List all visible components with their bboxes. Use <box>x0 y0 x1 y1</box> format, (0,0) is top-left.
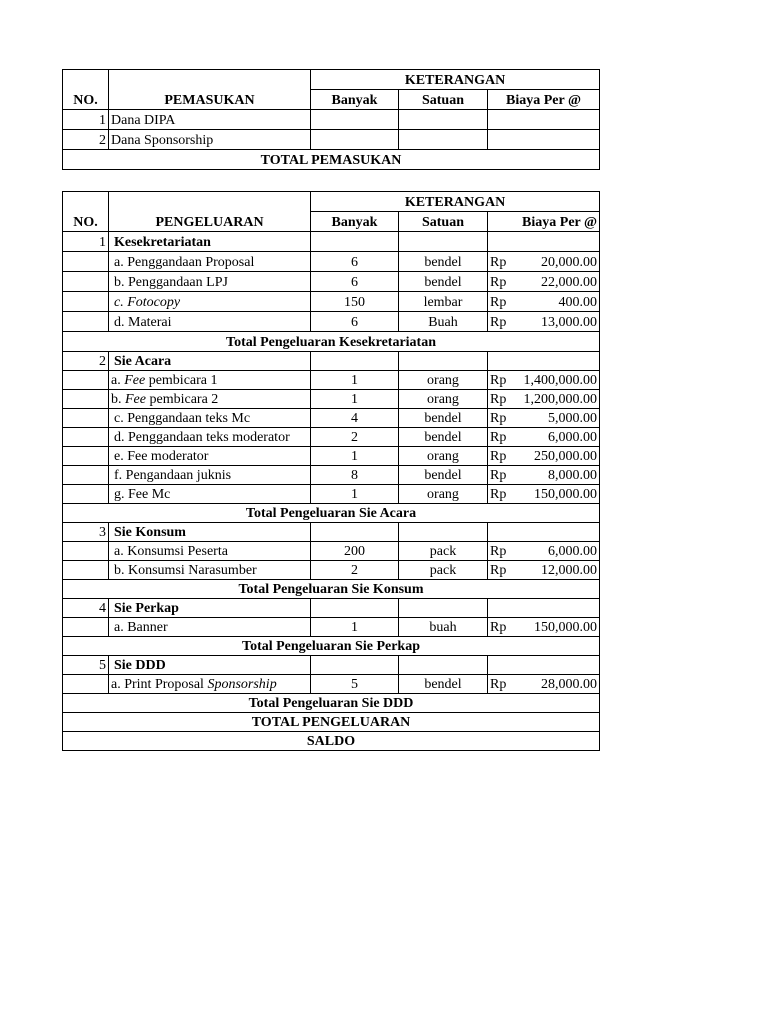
expense-item-unit: Buah <box>399 312 488 332</box>
expense-item-unit: bendel <box>399 675 488 694</box>
expense-item-row <box>63 447 600 466</box>
currency-label: Rp <box>490 620 507 635</box>
section-banyak <box>311 599 399 618</box>
expense-item-qty: 6 <box>311 272 399 292</box>
grand-total: TOTAL PENGELUARAN <box>63 713 600 732</box>
price-wrap <box>490 543 597 560</box>
expense-item-price <box>488 485 600 504</box>
expense-item-no <box>63 618 109 637</box>
section-total: Total Pengeluaran Sie Acara <box>63 504 600 523</box>
price-value: 150,000.00 <box>534 620 598 635</box>
expense-item-row <box>63 485 600 504</box>
price-value: 1,200,000.00 <box>523 392 598 407</box>
section-total-row <box>63 694 600 713</box>
expense-item-row <box>63 466 600 485</box>
section-satuan <box>399 232 488 252</box>
expense-item-no <box>63 428 109 447</box>
expense-item-price <box>488 272 600 292</box>
income-row-satuan <box>399 110 488 130</box>
section-title: Sie DDD <box>109 656 311 675</box>
expense-item-no <box>63 272 109 292</box>
currency-label: Rp <box>490 392 507 407</box>
section-biaya <box>488 656 600 675</box>
section-biaya <box>488 599 600 618</box>
price-wrap <box>490 274 597 291</box>
expense-item-price <box>488 447 600 466</box>
expense-item-unit: orang <box>399 485 488 504</box>
expense-item-label: a. Konsumsi Peserta <box>109 542 311 561</box>
expense-item-label: d. Penggandaan teks moderator <box>109 428 311 447</box>
price-wrap <box>490 448 597 465</box>
section-banyak <box>311 232 399 252</box>
section-biaya <box>488 523 600 542</box>
section-no: 4 <box>63 599 109 618</box>
section-satuan <box>399 656 488 675</box>
expense-item-unit: pack <box>399 542 488 561</box>
price-value: 250,000.00 <box>534 449 598 464</box>
label-prefix: a. <box>111 373 125 388</box>
expense-item-label: c. Penggandaan teks Mc <box>109 409 311 428</box>
expense-item-qty: 6 <box>311 252 399 272</box>
income-row-biaya <box>488 130 600 150</box>
expense-item-unit: bendel <box>399 252 488 272</box>
expense-item-no <box>63 675 109 694</box>
section-title: Sie Perkap <box>109 599 311 618</box>
currency-label: Rp <box>490 275 507 290</box>
expense-item-qty: 2 <box>311 428 399 447</box>
label-emphasis: Fee <box>124 373 146 388</box>
expense-item-qty: 8 <box>311 466 399 485</box>
expense-item-row <box>63 618 600 637</box>
expense-item-unit: orang <box>399 390 488 409</box>
currency-label: Rp <box>490 255 507 270</box>
expense-item-unit: pack <box>399 561 488 580</box>
section-header-row <box>63 232 600 252</box>
expense-item-qty: 1 <box>311 618 399 637</box>
expense-item-no <box>63 390 109 409</box>
expense-item-no <box>63 312 109 332</box>
label-prefix: b. <box>111 392 125 407</box>
label-rest: pembicara 1 <box>145 373 218 388</box>
expense-item-unit: lembar <box>399 292 488 312</box>
expense-item-row <box>63 371 600 390</box>
section-satuan <box>399 352 488 371</box>
section-title: Kesekretariatan <box>109 232 311 252</box>
income-row-no: 2 <box>63 130 109 150</box>
label-emphasis: Fee <box>125 392 146 407</box>
currency-label: Rp <box>490 449 507 464</box>
price-wrap <box>490 410 597 427</box>
expense-item-qty: 200 <box>311 542 399 561</box>
expense-item-row <box>63 428 600 447</box>
expense-col-item: PENGELUARAN <box>109 192 311 232</box>
section-total: Total Pengeluaran Kesekretariatan <box>63 332 600 352</box>
income-row <box>63 130 600 150</box>
price-wrap <box>490 314 597 331</box>
section-banyak <box>311 352 399 371</box>
section-total-row <box>63 637 600 656</box>
expense-item-label: b. Konsumsi Narasumber <box>109 561 311 580</box>
section-biaya <box>488 352 600 371</box>
expense-item-qty: 2 <box>311 561 399 580</box>
currency-label: Rp <box>490 487 507 502</box>
price-wrap <box>490 486 597 503</box>
expense-item-no <box>63 542 109 561</box>
expense-item-unit: bendel <box>399 428 488 447</box>
expense-item-price <box>488 618 600 637</box>
expense-item-label: d. Materai <box>109 312 311 332</box>
expense-col-no: NO. <box>63 192 109 232</box>
section-no: 2 <box>63 352 109 371</box>
expense-item-price <box>488 675 600 694</box>
expense-col-biaya: Biaya Per @ <box>488 212 600 232</box>
income-row-item: Dana Sponsorship <box>109 130 311 150</box>
label-rest: pembicara 2 <box>145 392 219 407</box>
expense-item-no <box>63 292 109 312</box>
expense-item-no <box>63 447 109 466</box>
currency-label: Rp <box>490 677 507 692</box>
expense-item-label <box>109 292 311 312</box>
income-total: TOTAL PEMASUKAN <box>63 150 600 170</box>
expense-item-no <box>63 371 109 390</box>
expense-item-qty: 6 <box>311 312 399 332</box>
expense-item-price <box>488 390 600 409</box>
price-value: 1,400,000.00 <box>523 373 598 388</box>
expense-item-qty: 5 <box>311 675 399 694</box>
expense-item-unit: bendel <box>399 272 488 292</box>
price-value: 22,000.00 <box>541 275 598 290</box>
expense-item-label: f. Pengandaan juknis <box>109 466 311 485</box>
expense-item-qty: 4 <box>311 409 399 428</box>
section-no: 1 <box>63 232 109 252</box>
expense-item-label: g. Fee Mc <box>109 485 311 504</box>
income-row-satuan <box>399 130 488 150</box>
expense-item-label: e. Fee moderator <box>109 447 311 466</box>
section-no: 3 <box>63 523 109 542</box>
income-row-item: Dana DIPA <box>109 110 311 130</box>
income-col-no: NO. <box>63 70 109 110</box>
expense-item-unit: buah <box>399 618 488 637</box>
saldo: SALDO <box>63 732 600 751</box>
section-total: Total Pengeluaran Sie Perkap <box>63 637 600 656</box>
section-total: Total Pengeluaran Sie DDD <box>63 694 600 713</box>
expense-item-label: a. Penggandaan Proposal <box>109 252 311 272</box>
price-value: 12,000.00 <box>541 563 598 578</box>
price-value: 20,000.00 <box>541 255 598 270</box>
grand-total-row <box>63 713 600 732</box>
income-col-biaya: Biaya Per @ <box>488 90 600 110</box>
expense-item-price <box>488 371 600 390</box>
price-wrap <box>490 467 597 484</box>
expense-item-label: b. Penggandaan LPJ <box>109 272 311 292</box>
label-emphasis: Sponsorship <box>207 677 277 692</box>
expense-item-qty: 1 <box>311 447 399 466</box>
expense-col-satuan: Satuan <box>399 212 488 232</box>
expense-item-row <box>63 542 600 561</box>
income-col-item: PEMASUKAN <box>109 70 311 110</box>
section-header-row <box>63 352 600 371</box>
price-value: 400.00 <box>558 295 598 310</box>
currency-label: Rp <box>490 411 507 426</box>
price-value: 6,000.00 <box>548 430 598 445</box>
currency-label: Rp <box>490 295 507 310</box>
section-header-row <box>63 523 600 542</box>
price-wrap <box>490 254 597 271</box>
expense-item-label <box>109 390 311 409</box>
expense-item-price <box>488 312 600 332</box>
section-total-row <box>63 504 600 523</box>
expense-item-price <box>488 561 600 580</box>
currency-label: Rp <box>490 430 507 445</box>
expense-item-price <box>488 252 600 272</box>
price-value: 13,000.00 <box>541 315 598 330</box>
income-table <box>62 69 600 170</box>
expense-item-qty: 1 <box>311 485 399 504</box>
price-wrap <box>490 372 597 389</box>
expense-table <box>62 191 600 751</box>
expense-item-unit: bendel <box>399 409 488 428</box>
expense-item-no <box>63 409 109 428</box>
currency-label: Rp <box>490 373 507 388</box>
section-header-row <box>63 599 600 618</box>
price-wrap <box>490 391 597 408</box>
expense-item-row <box>63 675 600 694</box>
income-row-banyak <box>311 130 399 150</box>
price-value: 28,000.00 <box>541 677 598 692</box>
label-prefix: a. Print Proposal <box>111 677 208 692</box>
expense-col-banyak: Banyak <box>311 212 399 232</box>
income-keterangan-header: KETERANGAN <box>311 70 600 90</box>
expense-item-no <box>63 485 109 504</box>
price-wrap <box>490 676 597 693</box>
currency-label: Rp <box>490 544 507 559</box>
expense-item-price <box>488 428 600 447</box>
section-total: Total Pengeluaran Sie Konsum <box>63 580 600 599</box>
expense-item-label <box>109 371 311 390</box>
income-row-biaya <box>488 110 600 130</box>
section-no: 5 <box>63 656 109 675</box>
expense-item-price <box>488 409 600 428</box>
saldo-row <box>63 732 600 751</box>
expense-item-price <box>488 466 600 485</box>
expense-item-label-text: c. Fotocopy <box>114 295 181 310</box>
price-wrap <box>490 429 597 446</box>
price-wrap <box>490 562 597 579</box>
currency-label: Rp <box>490 468 507 483</box>
expense-item-row <box>63 312 600 332</box>
section-satuan <box>399 599 488 618</box>
section-banyak <box>311 523 399 542</box>
income-row-no: 1 <box>63 110 109 130</box>
expense-item-qty: 1 <box>311 371 399 390</box>
section-satuan <box>399 523 488 542</box>
currency-label: Rp <box>490 315 507 330</box>
expense-item-row <box>63 561 600 580</box>
expense-item-no <box>63 561 109 580</box>
expense-item-unit: orang <box>399 371 488 390</box>
expense-keterangan-header: KETERANGAN <box>311 192 600 212</box>
section-biaya <box>488 232 600 252</box>
expense-item-unit: orang <box>399 447 488 466</box>
expense-item-row <box>63 252 600 272</box>
income-row-banyak <box>311 110 399 130</box>
currency-label: Rp <box>490 563 507 578</box>
expense-item-qty: 1 <box>311 390 399 409</box>
expense-item-row <box>63 272 600 292</box>
section-title: Sie Konsum <box>109 523 311 542</box>
price-value: 150,000.00 <box>534 487 598 502</box>
price-wrap <box>490 619 597 636</box>
section-header-row <box>63 656 600 675</box>
section-title: Sie Acara <box>109 352 311 371</box>
expense-item-no <box>63 466 109 485</box>
income-col-satuan: Satuan <box>399 90 488 110</box>
price-wrap <box>490 294 597 311</box>
price-value: 8,000.00 <box>548 468 598 483</box>
price-value: 5,000.00 <box>548 411 598 426</box>
expense-item-row <box>63 292 600 312</box>
expense-item-label <box>109 675 311 694</box>
income-col-banyak: Banyak <box>311 90 399 110</box>
expense-item-price <box>488 542 600 561</box>
price-value: 6,000.00 <box>548 544 598 559</box>
expense-item-row <box>63 390 600 409</box>
expense-item-no <box>63 252 109 272</box>
expense-item-label: a. Banner <box>109 618 311 637</box>
expense-item-row <box>63 409 600 428</box>
income-row <box>63 110 600 130</box>
section-banyak <box>311 656 399 675</box>
expense-item-price <box>488 292 600 312</box>
expense-item-unit: bendel <box>399 466 488 485</box>
section-total-row <box>63 332 600 352</box>
expense-item-qty: 150 <box>311 292 399 312</box>
section-total-row <box>63 580 600 599</box>
